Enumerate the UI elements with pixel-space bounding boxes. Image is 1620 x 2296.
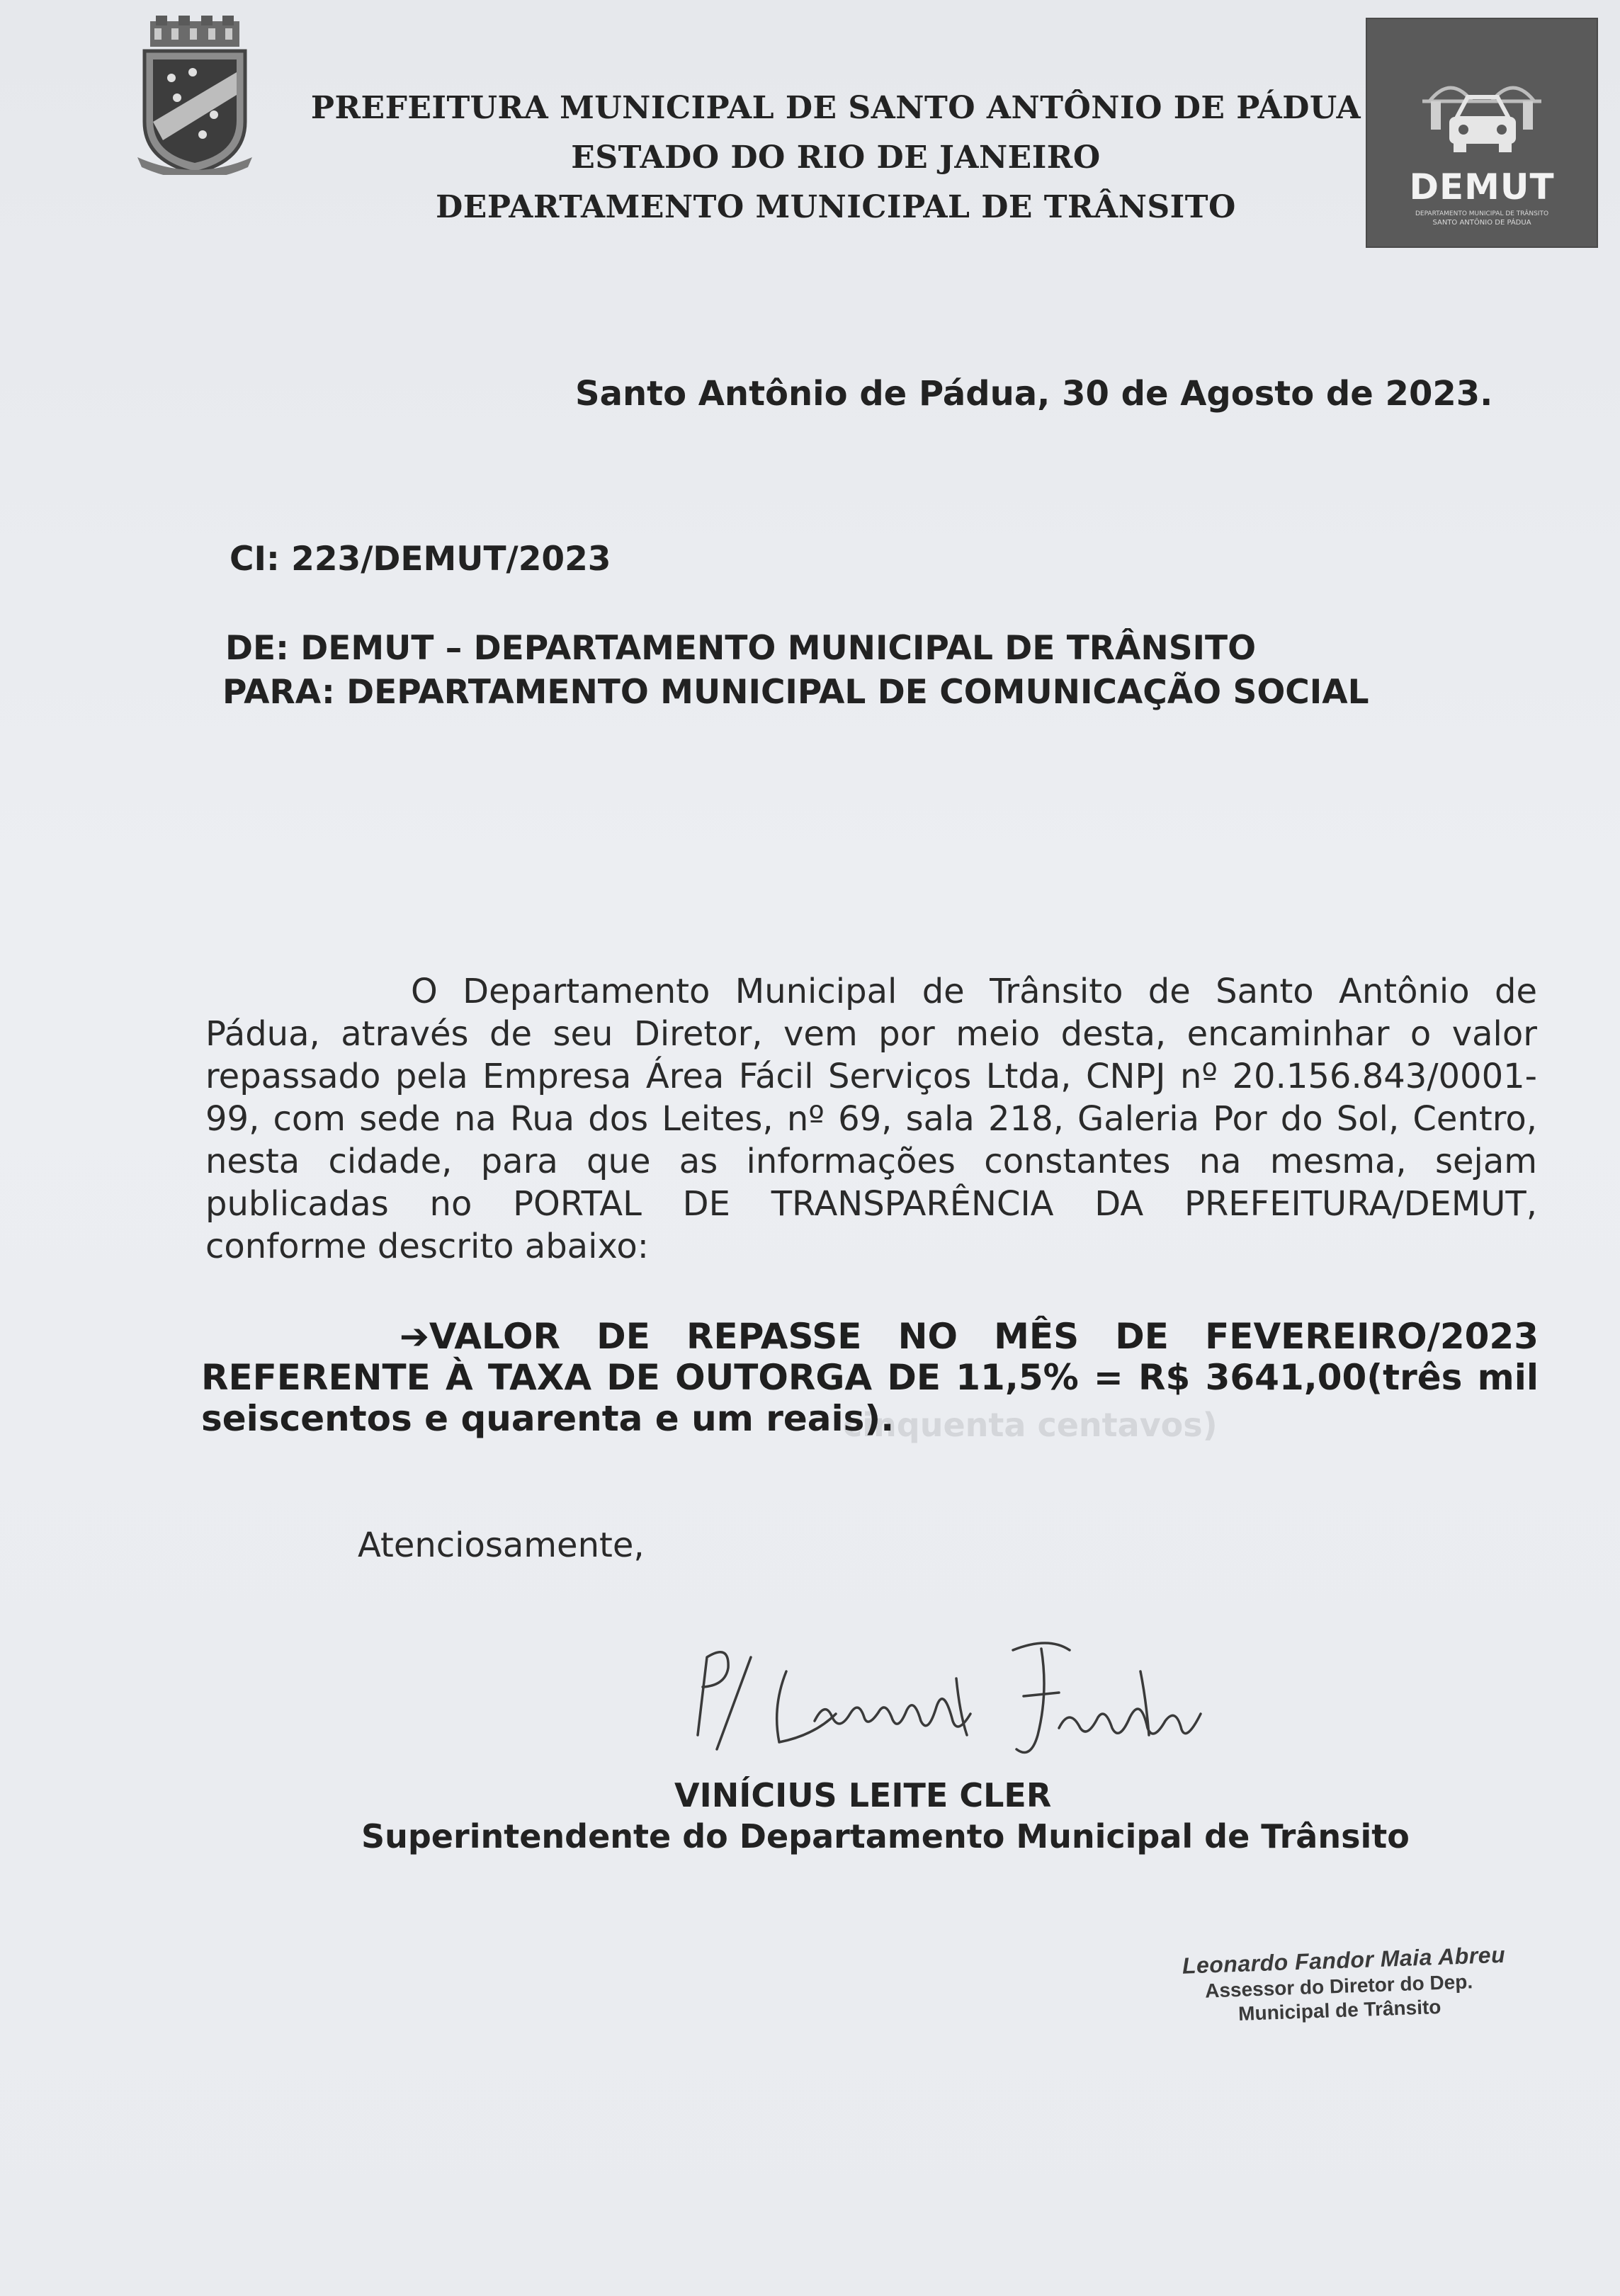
demut-logo-subtitle-2: SANTO ANTÔNIO DE PÁDUA xyxy=(1432,219,1531,227)
body-line: O Departamento Municipal de Trânsito de Santo Antônio de xyxy=(411,972,1537,1011)
demut-logo-subtitle-1: DEPARTAMENTO MUNICIPAL DE TRÂNSITO xyxy=(1415,210,1549,217)
handwritten-signature xyxy=(673,1629,1240,1771)
payment-value-statement xyxy=(201,1316,1539,1439)
body-line: publicadas no PORTAL DE TRANSPARÊNCIA DA PREFEITURA/DEMUT, xyxy=(205,1184,1537,1224)
stamp-name: Leonardo Fandor Maia Abreu xyxy=(1182,1941,1506,1979)
stamp-role: Assessor do Diretor do Dep. xyxy=(1204,1970,1473,2002)
letterhead xyxy=(298,84,1374,232)
value-line: REFERENTE À TAXA DE OUTORGA DE 11,5% = R$ 3641,00(três mil xyxy=(201,1357,1539,1398)
sender-line: DE: DEMUT – DEPARTAMENTO MUNICIPAL DE TRÂNSITO xyxy=(225,629,1257,668)
recipient-line: PARA: DEPARTAMENTO MUNICIPAL DE COMUNICAÇÃO SOCIAL xyxy=(222,673,1369,712)
signer-name: VINÍCIUS LEITE CLER xyxy=(674,1776,1052,1814)
value-line: seiscentos e quarenta e um reais). xyxy=(201,1398,895,1439)
show-through-text: cinquenta centavos) xyxy=(843,1406,1218,1444)
coat-of-arms-icon xyxy=(135,16,255,175)
body-line: 99, com sede na Rua dos Leites, nº 69, sala 218, Galeria Por do Sol, Centro, xyxy=(205,1099,1537,1139)
body-line: repassado pela Empresa Área Fácil Serviços Ltda, CNPJ nº 20.156.843/0001- xyxy=(205,1057,1537,1096)
ci-number: CI: 223/DEMUT/2023 xyxy=(230,540,611,579)
official-stamp xyxy=(1182,1940,1506,2028)
signer-title: Superintendente do Departamento Municipal de Trânsito xyxy=(361,1817,1410,1855)
header-line-departamento: DEPARTAMENTO MUNICIPAL DE TRÂNSITO xyxy=(436,189,1236,225)
document-date: Santo Antônio de Pádua, 30 de Agosto de 2023. xyxy=(575,374,1493,414)
body-paragraph xyxy=(205,970,1537,1268)
body-line: nesta cidade, para que as informações constantes na mesma, sejam xyxy=(205,1142,1537,1181)
header-line-estado: ESTADO DO RIO DE JANEIRO xyxy=(571,140,1101,176)
body-line: conforme descrito abaixo: xyxy=(205,1227,649,1266)
car-icon xyxy=(1366,18,1598,166)
header-line-prefeitura: PREFEITURA MUNICIPAL DE SANTO ANTÔNIO DE PÁDUA xyxy=(310,90,1361,126)
stamp-department: Municipal de Trânsito xyxy=(1237,1995,1441,2025)
closing-salutation: Atenciosamente, xyxy=(358,1525,645,1565)
body-line: Pádua, através de seu Diretor, vem por meio desta, encaminhar o valor xyxy=(205,1014,1537,1054)
demut-logo-title: DEMUT xyxy=(1409,166,1555,208)
value-line: ➔VALOR DE REPASSE NO MÊS DE FEVEREIRO/2023 xyxy=(400,1316,1539,1357)
demut-logo xyxy=(1366,18,1598,248)
